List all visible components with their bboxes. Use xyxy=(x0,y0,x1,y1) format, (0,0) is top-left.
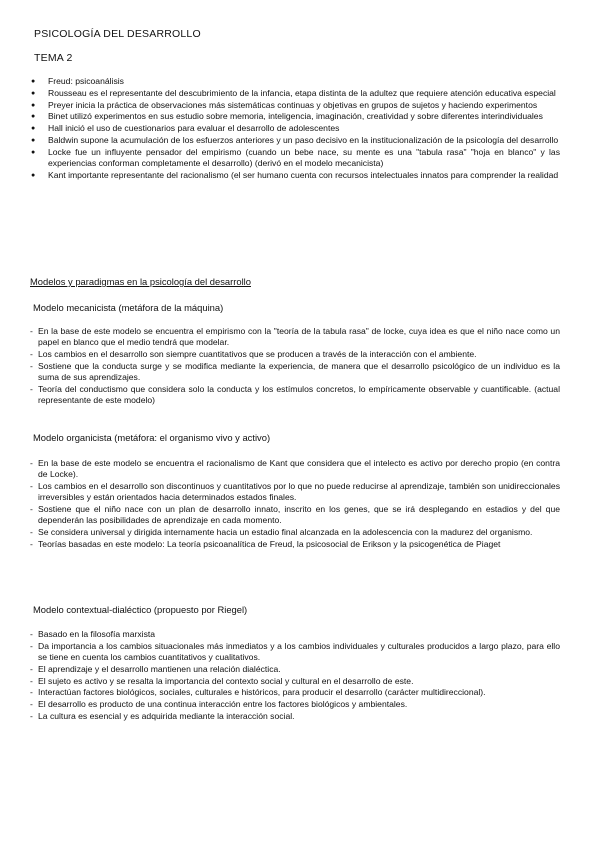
models-heading: Modelos y paradigmas en la psicología del desarrollo xyxy=(30,276,251,287)
mechanistic-list xyxy=(30,326,560,407)
bullet-item: ● Rousseau es el representante del descubrimiento de la infancia, etapa distinta de la adultez que requiere atención educativa especial xyxy=(30,88,560,99)
contextual-heading: Modelo contextual-dialéctico (propuesto por Riegel) xyxy=(33,604,248,615)
list-item: - Los cambios en el desarrollo son siempre cuantitativos que se producen a través de la interacción con el ambiente. xyxy=(30,349,560,360)
mechanistic-heading: Modelo mecanicista (metáfora de la máquina) xyxy=(33,302,224,313)
list-item: - Da importancia a los cambios situacionales más inmediatos y a los cambios individuales y culturales producidos a largo plazo, para ello se tiene en cuenta los cambios cuantitativos y cualitativos. xyxy=(30,641,560,664)
bullet-item: ● Freud: psicoanálisis xyxy=(30,76,560,87)
list-item: - Interactúan factores biológicos, sociales, culturales e históricos, para producir el desarrollo (carácter multidireccional). xyxy=(30,687,560,698)
list-item: - Teorías basadas en este modelo: La teoría psicoanalítica de Freud, la psicosocial de Erikson y la psicogenética de Piaget xyxy=(30,539,560,550)
list-item: - La cultura es esencial y es adquirida mediante la interacción social. xyxy=(30,711,560,722)
document-title: PSICOLOGÍA DEL DESARROLLO xyxy=(34,28,201,40)
bullet-item: ● Binet utilizó experimentos en sus estudio sobre memoria, inteligencia, imaginación, creatividad y sobre diferentes interindividuales xyxy=(30,111,560,122)
list-item: - El desarrollo es producto de una continua interacción entre los factores biológicos y ambientales. xyxy=(30,699,560,710)
list-item: - En la base de este modelo se encuentra el racionalismo de Kant que considera que el intelecto es activo por derecho propio (en contra de Locke). xyxy=(30,458,560,481)
list-item: - El sujeto es activo y se resalta la importancia del contexto social y cultural en el desarrollo de este. xyxy=(30,676,560,687)
bullet-item: ● Hall inició el uso de cuestionarios para evaluar el desarrollo de adolescentes xyxy=(30,123,560,134)
history-bullet-list xyxy=(30,76,560,182)
list-item: - En la base de este modelo se encuentra el empirismo con la "teoría de la tabula rasa" de locke, cuya idea es que el niño nace como un papel en blanco que el medio tendrá que modelar. xyxy=(30,326,560,349)
organicist-list xyxy=(30,458,560,551)
list-item: - Sostiene que la conducta surge y se modifica mediante la experiencia, de manera que el desarrollo psicológico de un individuo es la suma de sus aprendizajes. xyxy=(30,361,560,384)
list-item: - Teoría del conductismo que considera solo la conducta y los estímulos concretos, lo empíricamente observable y cuantificable. (actual representante de este modelo) xyxy=(30,384,560,407)
bullet-item: ● Locke fue un influyente pensador del empirismo (cuando un bebe nace, su mente es una "tabula rasa" "hoja en blanco" y las experiencias conforman completamente el desarrollo) (derivó en el modelo mecanicista) xyxy=(30,147,560,169)
bullet-item: ● Preyer inicia la práctica de observaciones más sistemáticas continuas y objetivas en grupos de sujetos y haciendo experimentos xyxy=(30,100,560,111)
bullet-item: ● Kant importante representante del racionalismo (el ser humano cuenta con recursos intelectuales innatos para comprender la realidad xyxy=(30,170,560,181)
list-item: - Sostiene que el niño nace con un plan de desarrollo innato, inscrito en los genes, que se irá desplegando en estadios y del que dependerán las posibilidades de aprendizaje en cada momento. xyxy=(30,504,560,527)
organicist-heading: Modelo organicista (metáfora: el organismo vivo y activo) xyxy=(33,432,271,443)
list-item: - Los cambios en el desarrollo son discontinuos y cuantitativos por lo que no puede reducirse al aprendizaje, también son unidireccionales irreversibles y están orientados hacia determinados estados finales. xyxy=(30,481,560,504)
document-subtitle: TEMA 2 xyxy=(34,52,73,64)
contextual-list xyxy=(30,629,560,723)
list-item: - Se considera universal y dirigida internamente hacia un estadio final alcanzada en la adolescencia con la madurez del organismo. xyxy=(30,527,560,538)
list-item: - Basado en la filosofía marxista xyxy=(30,629,560,640)
bullet-item: ● Baldwin supone la acumulación de los esfuerzos anteriores y un paso decisivo en la institucionalización de la psicología del desarrollo xyxy=(30,135,560,146)
list-item: - El aprendizaje y el desarrollo mantienen una relación dialéctica. xyxy=(30,664,560,675)
